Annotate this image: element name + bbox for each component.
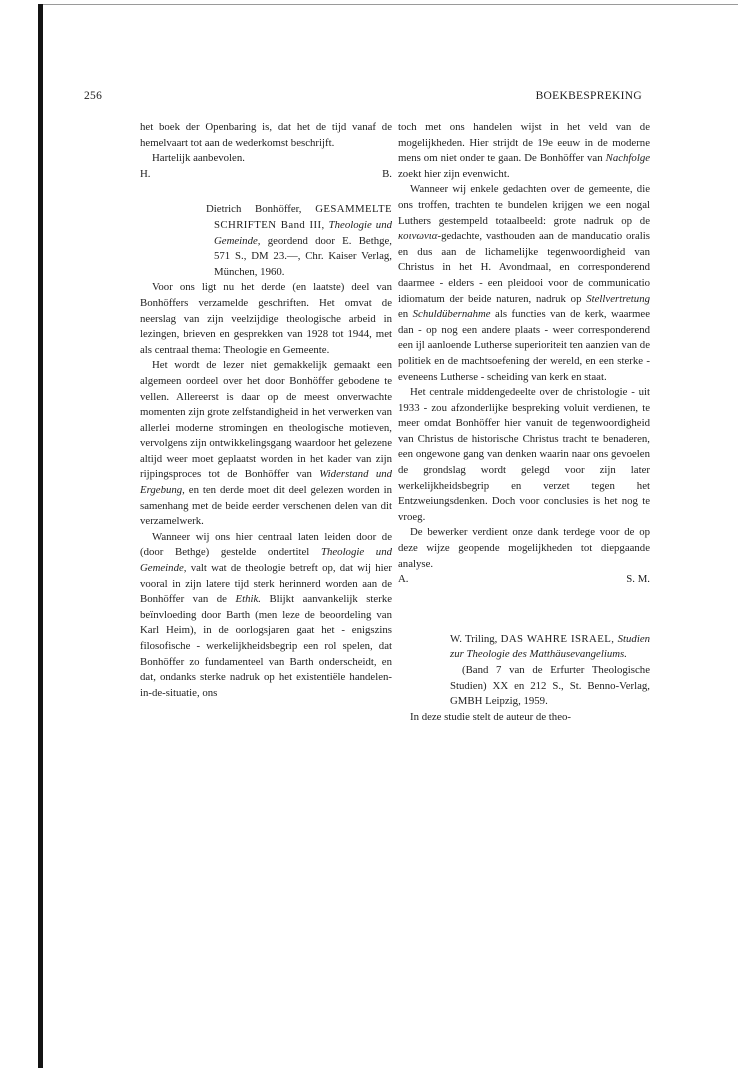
right-para-5: In deze studie stelt de auteur de theo- xyxy=(410,710,571,723)
signature xyxy=(398,572,650,588)
signature-initial-2: B. xyxy=(382,167,392,180)
text-run: valt wat de theologie betreft op, dat wij hier vooral in zijn latere tijd sterk herinnerd worden aan de Bonhöffer van de xyxy=(140,562,392,606)
text-run: -gedachte, vasthouden aan de manducatio oralis en dus aan de lichamelijke tegenwoordigheid van Christus in het H. Avondmaal, en corresponderend daarmee - elders - een pleidooi voor de communicatio idiomatum der beide naturen, nadruk op xyxy=(398,230,650,305)
italic-title: Nachfolge xyxy=(605,152,651,165)
signature-initial-2: S. M. xyxy=(626,573,650,586)
review-publication-details: (Band 7 van de Erfurter Theologische Studien) XX en 212 S., St. Benno-Verlag, GMBH Leipzig, 1959. xyxy=(450,664,650,708)
left-para-4 xyxy=(140,530,392,702)
running-head xyxy=(84,90,642,106)
review-book-title: DAS WAHRE ISRAEL, xyxy=(500,632,615,645)
text-run: en ten derde moet dit deel gelezen worden in samenhang met de beide eerder verschenen delen van dit verzamelwerk. xyxy=(140,484,393,528)
text-run: Blijkt aanvankelijk sterke beïnvloeding door Barth (men leze de beoordeling van Karl Heim), in de oorlogsjaren gaat het - enigszins filosofische - werkelijkheidsbegrip een rol spelen, dat Bonhöffer zo fundamenteel van Barth onderscheidt, en dat, ondanks sterke nadruk op het existentiële handelen-in-de-situatie, ons xyxy=(140,593,393,699)
review-subtitle: Theologie und Gemeinde, xyxy=(214,218,392,247)
review-author: W. Triling, xyxy=(450,632,498,645)
text-run: toch met ons handelen wijst in het veld van de mogelijkheden. Hier strijdt de 19e eeuw in de moderne mens om niet onder te gaan. De Bonhöffer van xyxy=(398,121,650,165)
right-para-4: De bewerker verdient onze dank terdege voor de op deze wijze geopende mogelijkheden tot diepgaande analyse. xyxy=(398,526,650,570)
left-para-2: Voor ons ligt nu het derde (en laatste) deel van Bonhöffers verzamelde geschriften. Het omvat de neerslag van zijn veelzijdige theologische arbeid in lezingen, brieven en gesprekken van 1928 tot 1944, met als centraal thema: Theologie en Gemeente. xyxy=(140,281,392,356)
italic-title: Widerstand und Ergebung, xyxy=(140,468,393,497)
left-para-1: het boek der Openbaring is, dat het de tijd vanaf de hemelvaart tot aan de wederkomst beschrijft. xyxy=(140,121,392,149)
review-publication-details: geordend door E. Bethge, 571 S., DM 23.—, Chr. Kaiser Verlag, München, 1960. xyxy=(214,234,392,278)
italic-term: Stellvertretung xyxy=(586,292,650,305)
review-book-title: GESAMMELTE SCHRIFTEN Band III, xyxy=(214,203,392,231)
book-review-heading xyxy=(206,202,392,280)
review-subtitle: Studien zur Theologie des Matthäusevangeliums. xyxy=(450,632,651,661)
text-run: Wanneer wij enkele gedachten over de gemeente, die ons troffen, trachten te bundelen krijgen we een nogal Luthers gestempeld totaalbeeld: grote nadruk op de xyxy=(398,183,650,227)
signature-initial-1: A. xyxy=(398,573,409,586)
review-author: Dietrich Bonhöffer, xyxy=(206,203,302,216)
italic-title: Ethik. xyxy=(235,593,261,606)
text-run: Het wordt de lezer niet gemakkelijk gemaakt een algemeen oordeel over het door Bonhöffer gebodene te vellen. Allereerst is daar op de meest onverwachte momenten zijn grote zelfstandigheid in het verwerken van allerlei moderne stromingen en theologische motieven, vervolgens zijn ontwikkelingsgang waardoor het gelezene altijd weer moet geplaatst worden in het kader van zijn rijpingsproces tot de Bonhöffer van xyxy=(140,359,392,481)
text-run: Wanneer wij ons hier centraal laten leiden door de (door Bethge) gestelde ondertitel xyxy=(140,530,392,559)
italic-title: Theologie und Gemeinde, xyxy=(140,546,393,575)
right-column xyxy=(398,120,650,725)
text-run: en xyxy=(398,308,409,321)
left-para-3 xyxy=(140,358,392,530)
right-para-1 xyxy=(398,120,650,182)
section-title: BOEKBESPREKING xyxy=(535,90,642,102)
page-top-edge xyxy=(40,4,738,5)
greek-word: κοινωνια xyxy=(398,230,438,243)
page-left-edge xyxy=(38,4,43,1068)
right-para-3: Het centrale middengedeelte over de christologie - uit 1933 - zou afzonderlijke bespreking voluit verdienen, te meer omdat Bonhöffer hier vanuit de tegenwoordigheid van Christus de historische Christus tracht te benaderen, een ongewone gang van denken waarin naar ons gevoelen de grondslag wordt gelegd voor zijn later werkelijkheidsbegrip en verzet tegen het Entzweiungsdenken. Doch voor conclusies is het nog te vroeg. xyxy=(398,386,650,523)
text-run: zoekt hier zijn evenwicht. xyxy=(398,167,510,180)
left-column xyxy=(140,120,392,701)
italic-term: Schuldübernahme xyxy=(412,308,491,321)
signature-initial-1: H. xyxy=(140,167,151,180)
text-run: als functies van de kerk, waarmee dan - op nog een andere plaats - weer corresponderend een ijl aanloende Lutherse superioriteit ten aanzien van de politiek en de machtsoefening der wereld, en een sterke - eveneens Lutherse - scheiding van kerk en staat. xyxy=(398,308,650,383)
right-para-2 xyxy=(398,182,650,385)
book-review-heading xyxy=(450,632,650,710)
page-number: 256 xyxy=(84,90,103,102)
signature xyxy=(140,167,392,183)
recommendation: Hartelijk aanbevolen. xyxy=(152,152,245,165)
